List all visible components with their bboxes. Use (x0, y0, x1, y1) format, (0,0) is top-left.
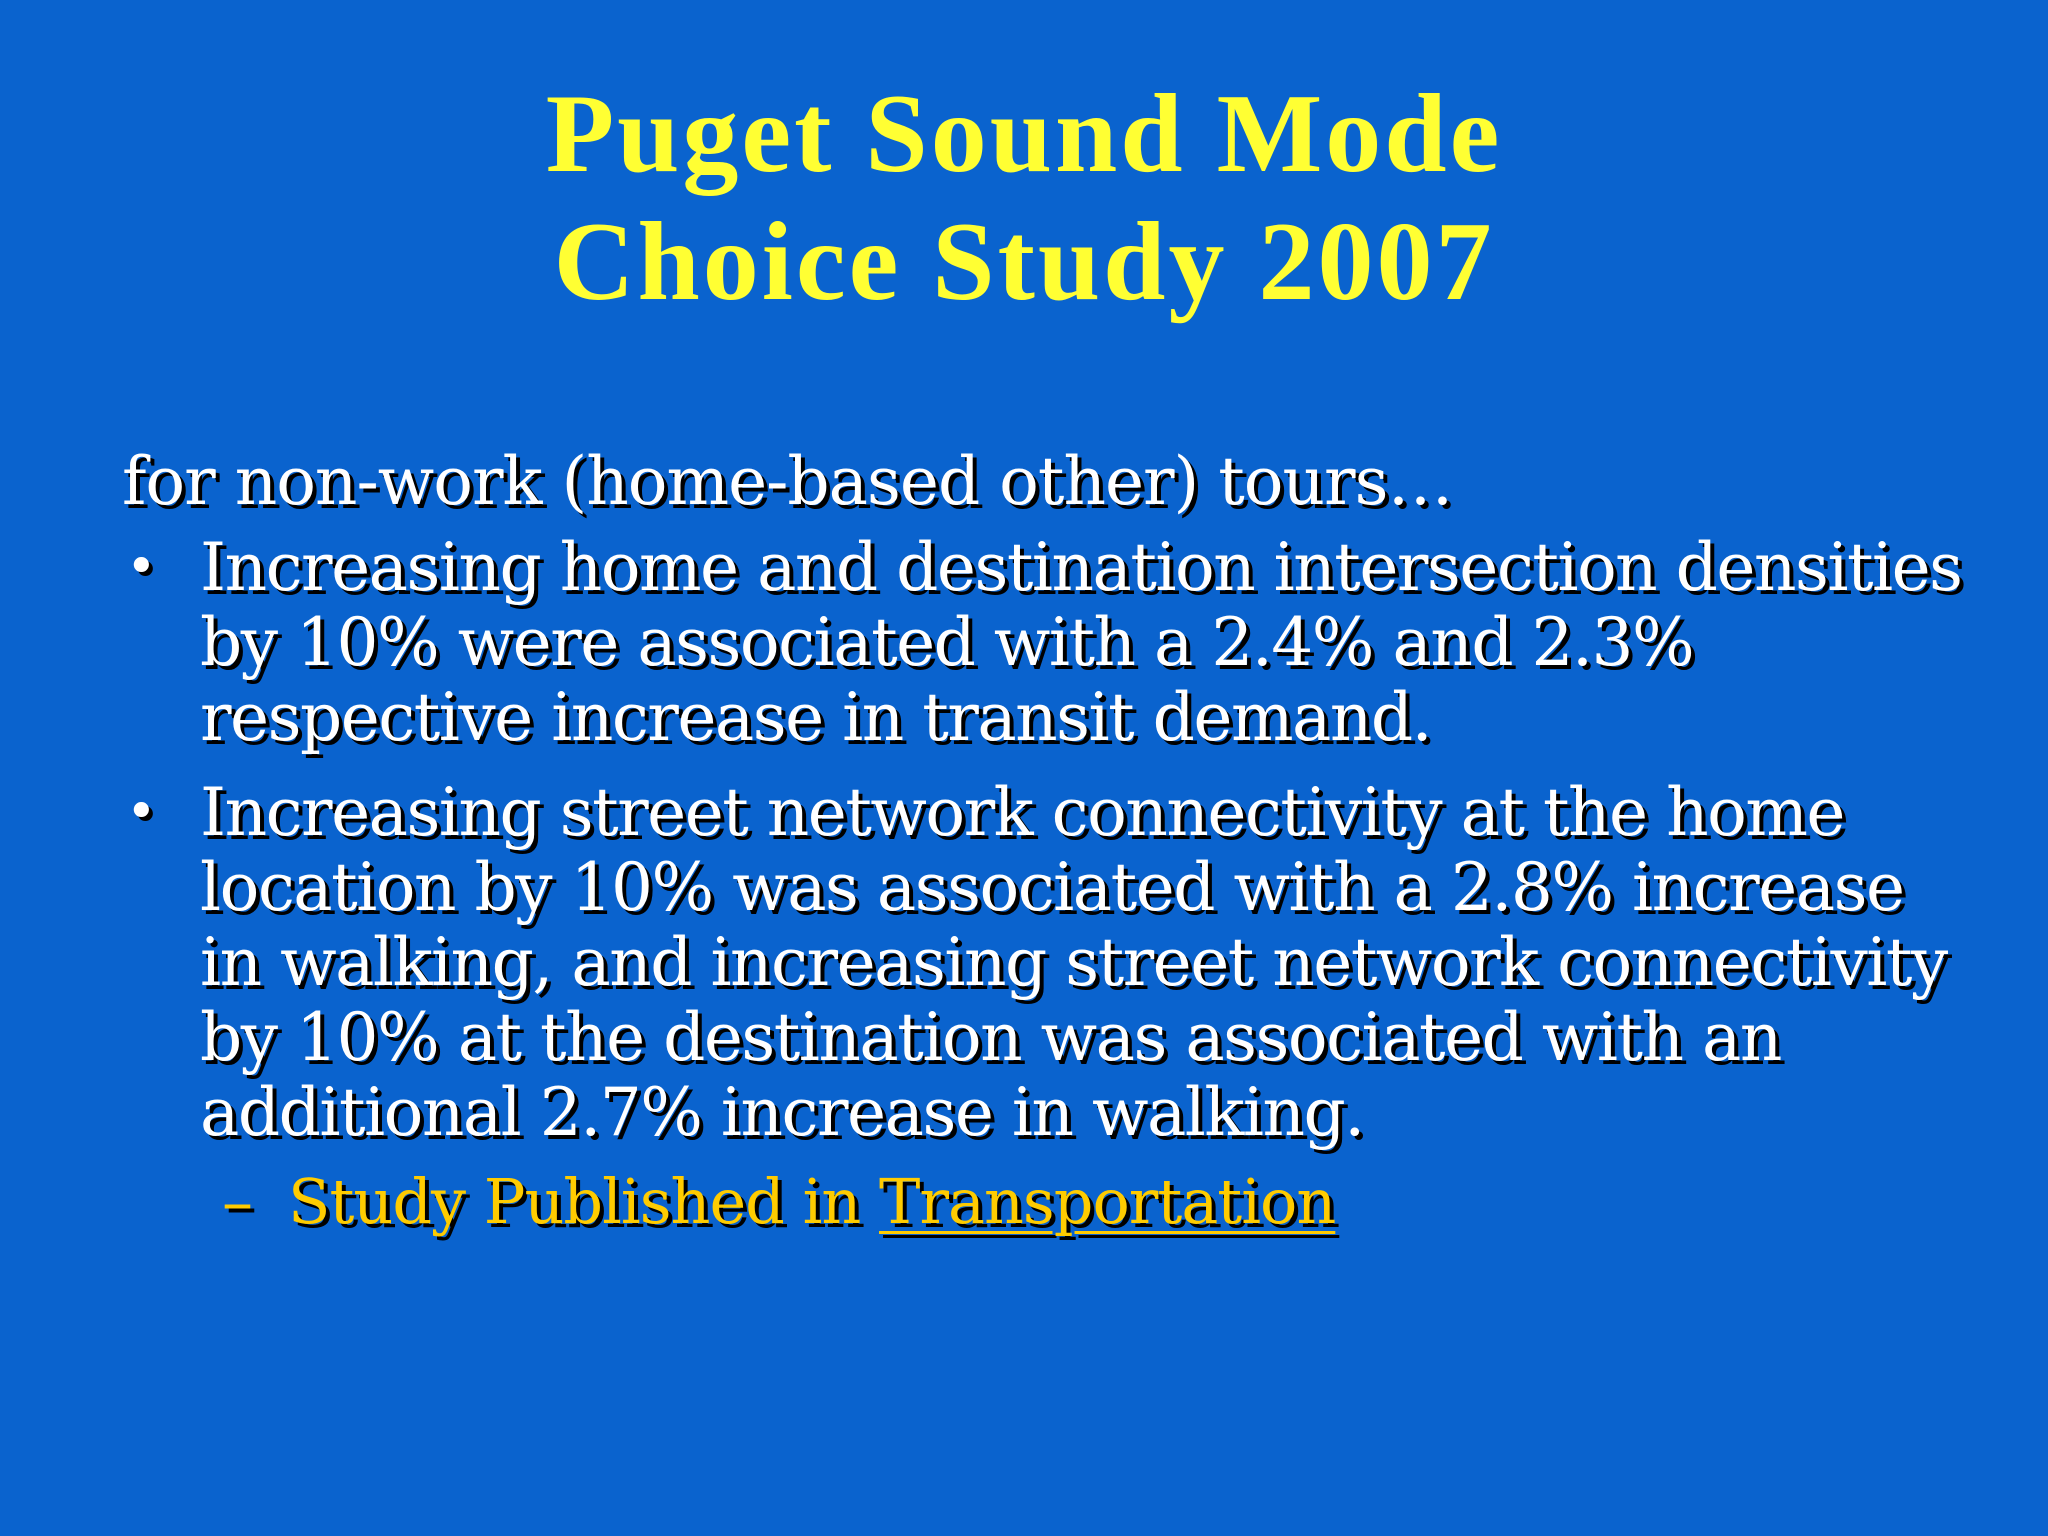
transportation-link[interactable]: Transportation (879, 1165, 1336, 1238)
bullet-marker-icon: • (126, 537, 156, 597)
title-line-2: Choice Study 2007 (553, 200, 1495, 324)
sub-bullet-prefix: Study Published in (288, 1165, 880, 1238)
intro-text: for non-work (home-based other) tours… (122, 443, 1453, 520)
title-line-1: Puget Sound Mode (545, 72, 1503, 196)
bullet-item (122, 530, 1982, 755)
slide-title (0, 70, 2048, 326)
bullet-item (122, 775, 1982, 1150)
sub-bullet-item (122, 1162, 1982, 1242)
bullet-text: Increasing street network connectivity at the home location by 10% was associated with a 2.8% increase in walking, and increasing street network connectivity by 10% at the destination was associated with an additional 2.7% increase in walking. (200, 774, 1947, 1151)
dash-marker-icon: – (222, 1165, 252, 1238)
bullet-text: Increasing home and destination intersection densities by 10% were associated with a 2.4% and 2.3% respective increase in transit demand. (200, 529, 1962, 756)
bullet-marker-icon: • (126, 782, 156, 842)
slide-body (122, 440, 1982, 1242)
